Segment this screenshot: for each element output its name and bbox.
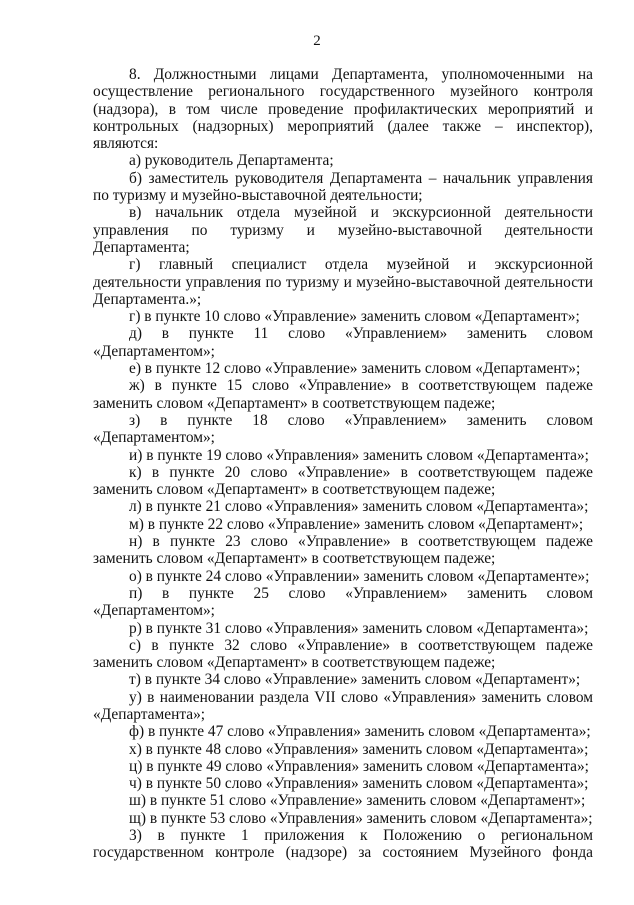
amendment-o: о) в пункте 24 слово «Управлении» заменить словом «Департаменте»;	[129, 567, 590, 585]
amendment-d: д) в пункте 11 слово «Управлением» заменить словом «Департаментом»;	[93, 325, 593, 360]
page-number: 2	[313, 33, 321, 49]
amendment-u: у) в наименовании раздела VII слово «Управления» заменить словом «Департамента»;	[93, 688, 593, 723]
amendment-t: т) в пункте 34 слово «Управление» заменить словом «Департамент»;	[129, 671, 581, 689]
document-body	[93, 66, 593, 862]
amendment-shch: щ) в пункте 53 слово «Управления» заменить словом «Департамента»;	[129, 809, 593, 827]
amendment-m: м) в пункте 22 слово «Управление» заменить словом «Департамент»;	[129, 515, 584, 533]
amendment-g: г) в пункте 10 слово «Управление» заменить словом «Департамент»;	[129, 308, 580, 326]
paragraph-3: 3) в пункте 1 приложения к Положению о региональном государственном контроле (надзоре) за состоянием Музейного фонда	[93, 827, 593, 862]
amendment-sh: ш) в пункте 51 слово «Управление» заменить словом «Департамент»;	[129, 792, 586, 810]
amendment-f: ф) в пункте 47 слово «Управления» заменить словом «Департамента»;	[129, 723, 591, 741]
paragraph-8: 8. Должностными лицами Департамента, уполномоченными на осуществление регионального государственного музейного контроля (надзора), в том числе проведение профилактических мероприятий и контрольных (надзорных) мероприятий (далее также – инспектор), являются:	[93, 66, 593, 153]
amendment-zh: ж) в пункте 15 слово «Управление» в соответствующем падеже заменить словом «Департамент» в соответствующем падеже;	[93, 377, 593, 412]
amendment-kh: х) в пункте 48 слово «Управления» заменить словом «Департамента»;	[129, 740, 589, 758]
list-item-g: г) главный специалист отдела музейной и экскурсионной деятельности управления по туризму и музейно-выставочной деятельности Департамента.»;	[93, 256, 593, 308]
list-item-v: в) начальник отдела музейной и экскурсионной деятельности управления по туризму и музейно-выставочной деятельности Департамента;	[93, 204, 593, 256]
amendment-r: р) в пункте 31 слово «Управления» заменить словом «Департамента»;	[129, 619, 589, 637]
amendment-e: е) в пункте 12 слово «Управление» заменить словом «Департамент»;	[129, 360, 581, 378]
amendment-i: и) в пункте 19 слово «Управления» заменить словом «Департамента»;	[129, 446, 589, 464]
list-item-a: а) руководитель Департамента;	[129, 152, 334, 170]
amendment-p: п) в пункте 25 слово «Управлением» заменить словом «Департаментом»;	[93, 584, 593, 620]
amendment-z: з) в пункте 18 слово «Управлением» заменить словом «Департаментом»;	[93, 411, 593, 447]
amendment-ch: ч) в пункте 50 слово «Управления» заменить словом «Департамента»;	[129, 775, 589, 793]
amendment-ts: ц) в пункте 49 слово «Управления» заменить словом «Департамента»;	[129, 757, 589, 775]
amendment-s: с) в пункте 32 слово «Управление» в соответствующем падеже заменить словом «Департамент» в соответствующем падеже;	[93, 636, 593, 672]
amendment-k: к) в пункте 20 слово «Управление» в соответствующем падеже заменить словом «Департамент» в соответствующем падеже;	[93, 463, 593, 499]
list-item-b: б) заместитель руководителя Департамента – начальник управления по туризму и музейно-выставочной деятельности;	[93, 169, 593, 205]
amendment-l: л) в пункте 21 слово «Управления» заменить словом «Департамента»;	[129, 498, 589, 516]
amendment-n: н) в пункте 23 слово «Управление» в соответствующем падеже заменить словом «Департамент» в соответствующем падеже;	[93, 533, 593, 568]
